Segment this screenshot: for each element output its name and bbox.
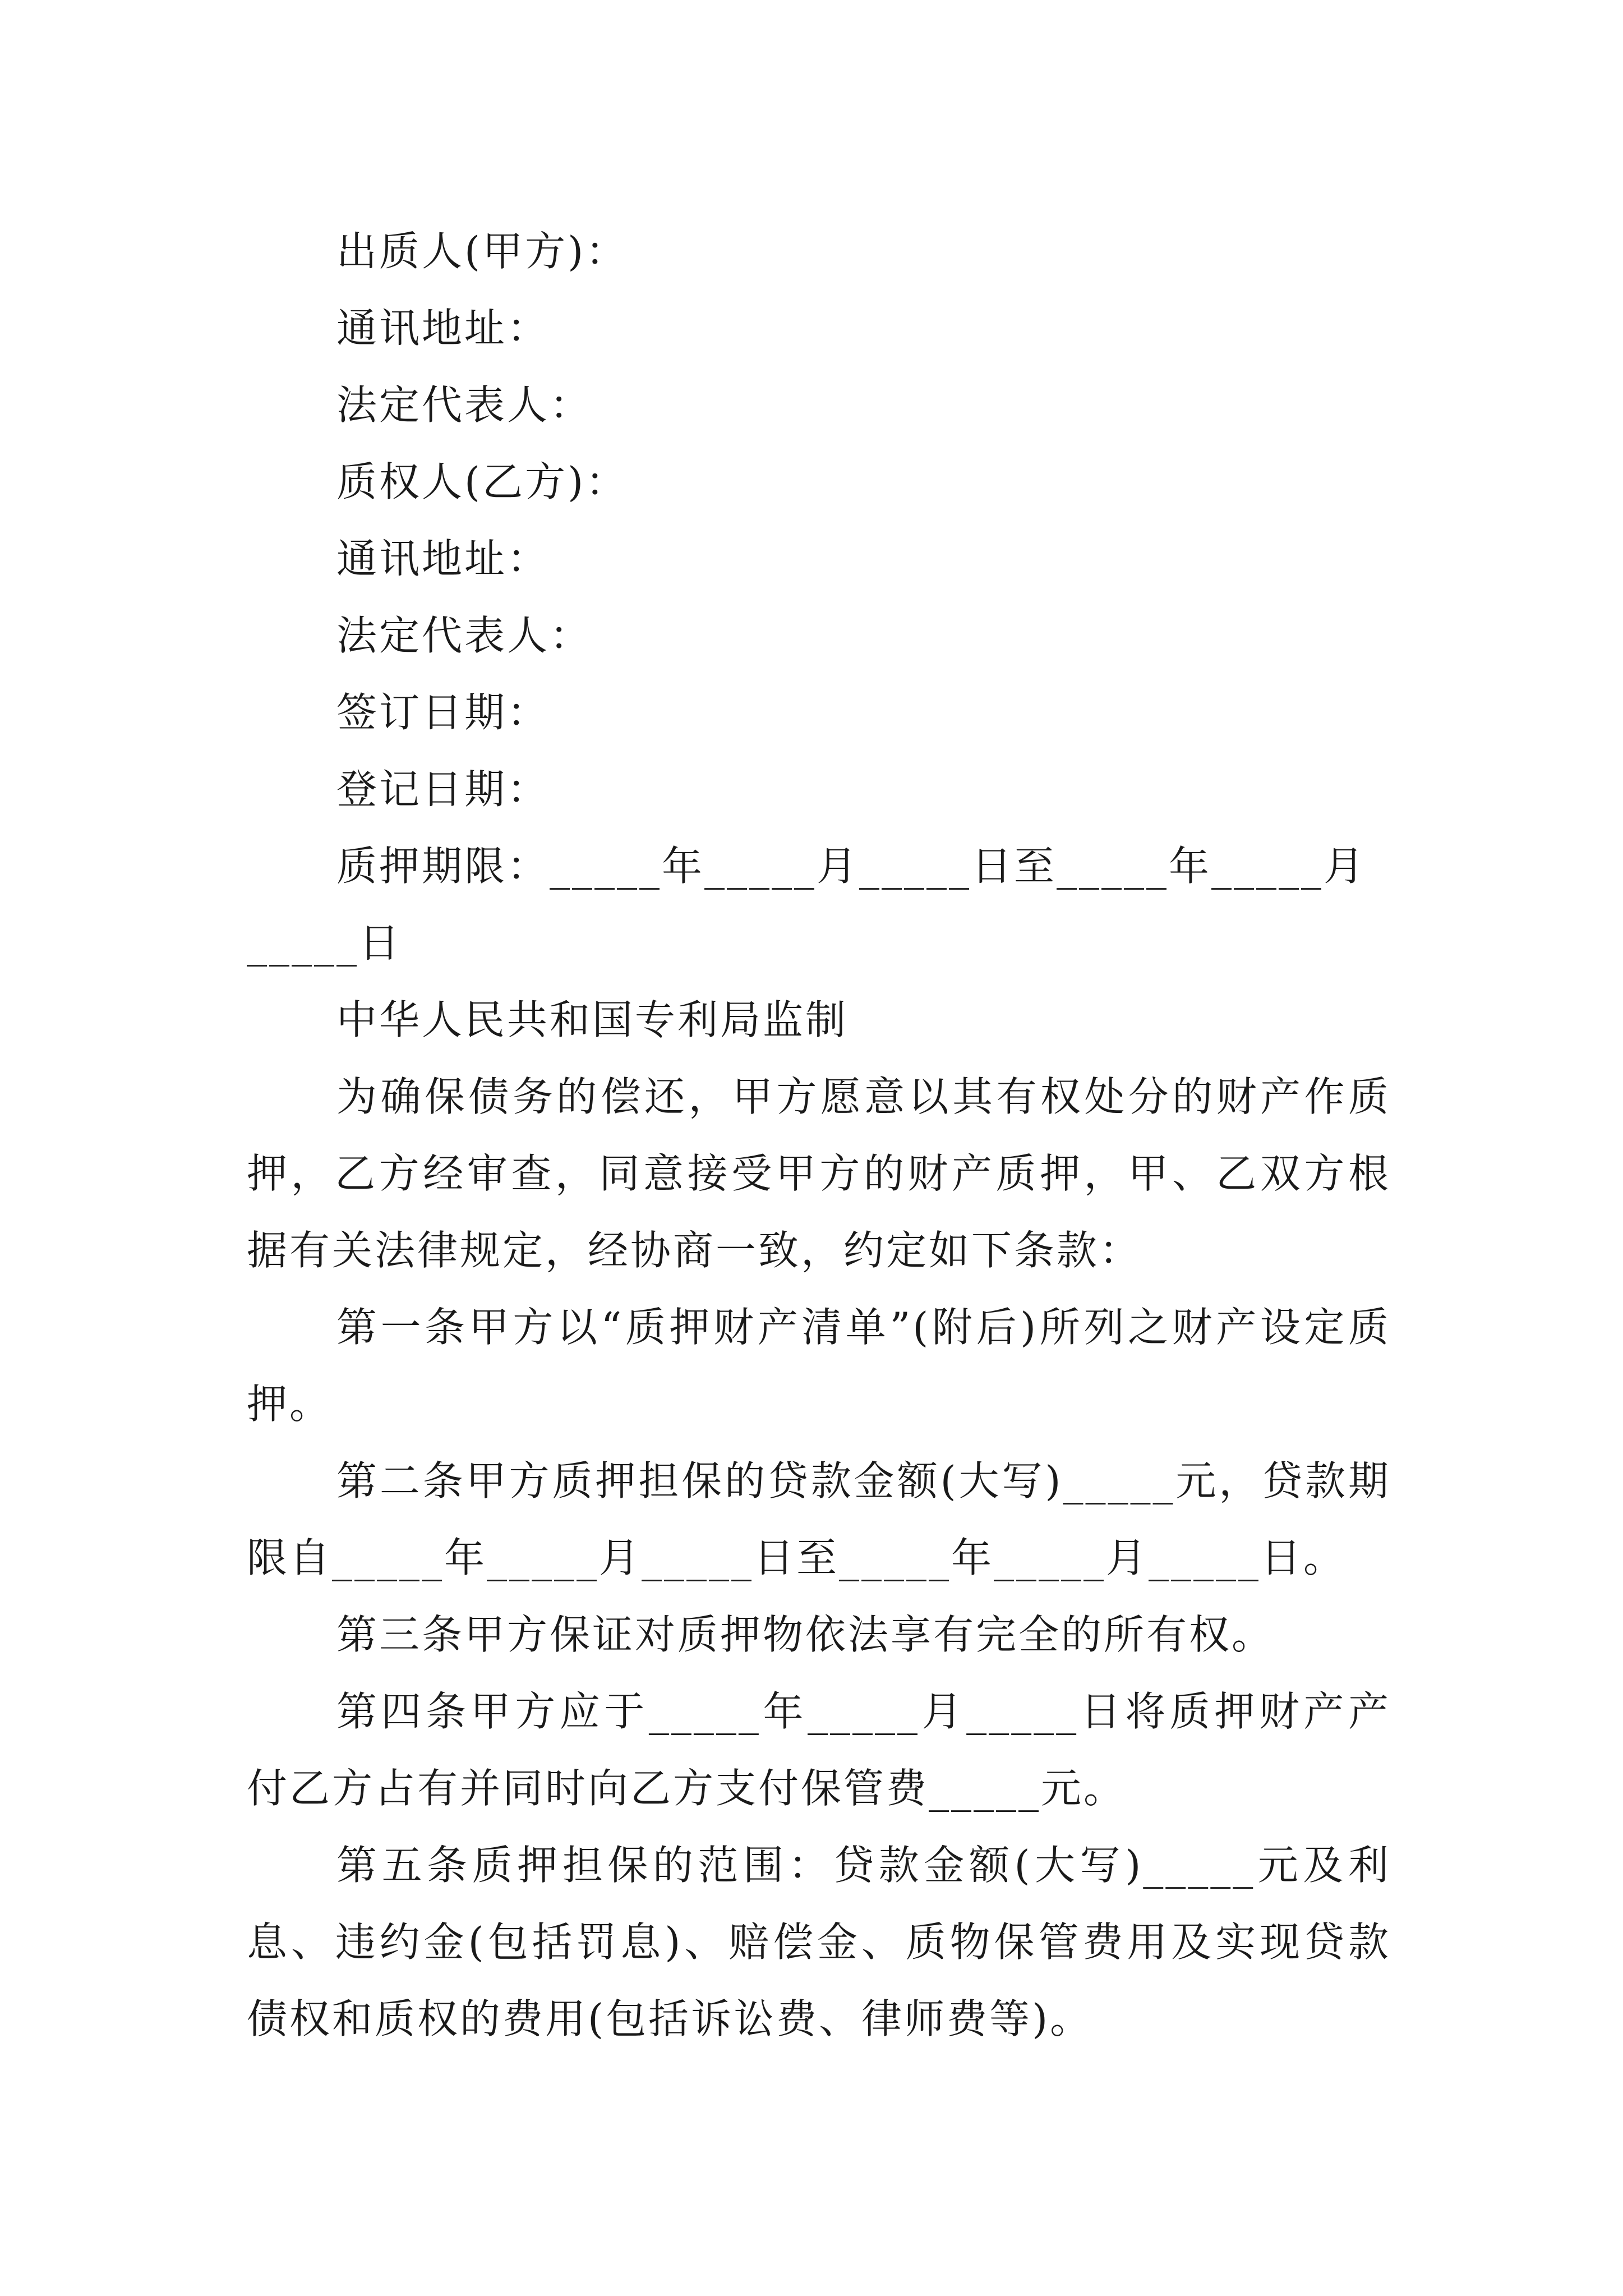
signing-date-line: 签订日期： <box>336 689 550 736</box>
article-2-paragraph: 第二条甲方质押担保的贷款金额(大写)_____元，贷款期限自_____年_____月_____日至_____年_____月_____日。 <box>247 1457 1391 1581</box>
article-3-paragraph: 第三条甲方保证对质押物依法享有完全的所有权。 <box>336 1611 1275 1658</box>
pledgee-legal-rep-line: 法定代表人： <box>336 612 593 659</box>
supervisor-line: 中华人民共和国专利局监制 <box>336 996 849 1043</box>
pledgee-line: 质权人(乙方)： <box>336 458 629 505</box>
pledgor-address-line: 通讯地址： <box>336 305 550 352</box>
pledgee-address-line: 通讯地址： <box>336 535 550 582</box>
article-1-paragraph: 第一条甲方以“质押财产清单”(附后)所列之财产设定质押。 <box>247 1304 1391 1428</box>
pledgor-line: 出质人(甲方)： <box>336 228 629 275</box>
pledgor-legal-rep-line: 法定代表人： <box>336 381 593 429</box>
article-5-paragraph: 第五条质押担保的范围：贷款金额(大写)_____元及利息、违约金(包括罚息)、赔偿金、质物保管费用及实现贷款债权和质权的费用(包括诉讼费、律师费等)。 <box>247 1842 1391 2042</box>
registration-date-line: 登记日期： <box>336 766 550 813</box>
pledge-term-line: 质押期限：_____年_____月_____日至_____年_____月 <box>336 843 1367 890</box>
article-4-paragraph: 第四条甲方应于_____年_____月_____日将质押财产产付乙方占有并同时向乙方支付保管费_____元。 <box>247 1688 1391 1812</box>
contract-body <box>247 213 1391 2058</box>
preamble-paragraph: 为确保债务的偿还，甲方愿意以其有权处分的财产作质押，乙方经审查，同意接受甲方的财产质押，甲、乙双方根据有关法律规定，经协商一致，约定如下条款： <box>247 1073 1391 1274</box>
pledge-term-line-continued: _____日 <box>247 919 402 967</box>
